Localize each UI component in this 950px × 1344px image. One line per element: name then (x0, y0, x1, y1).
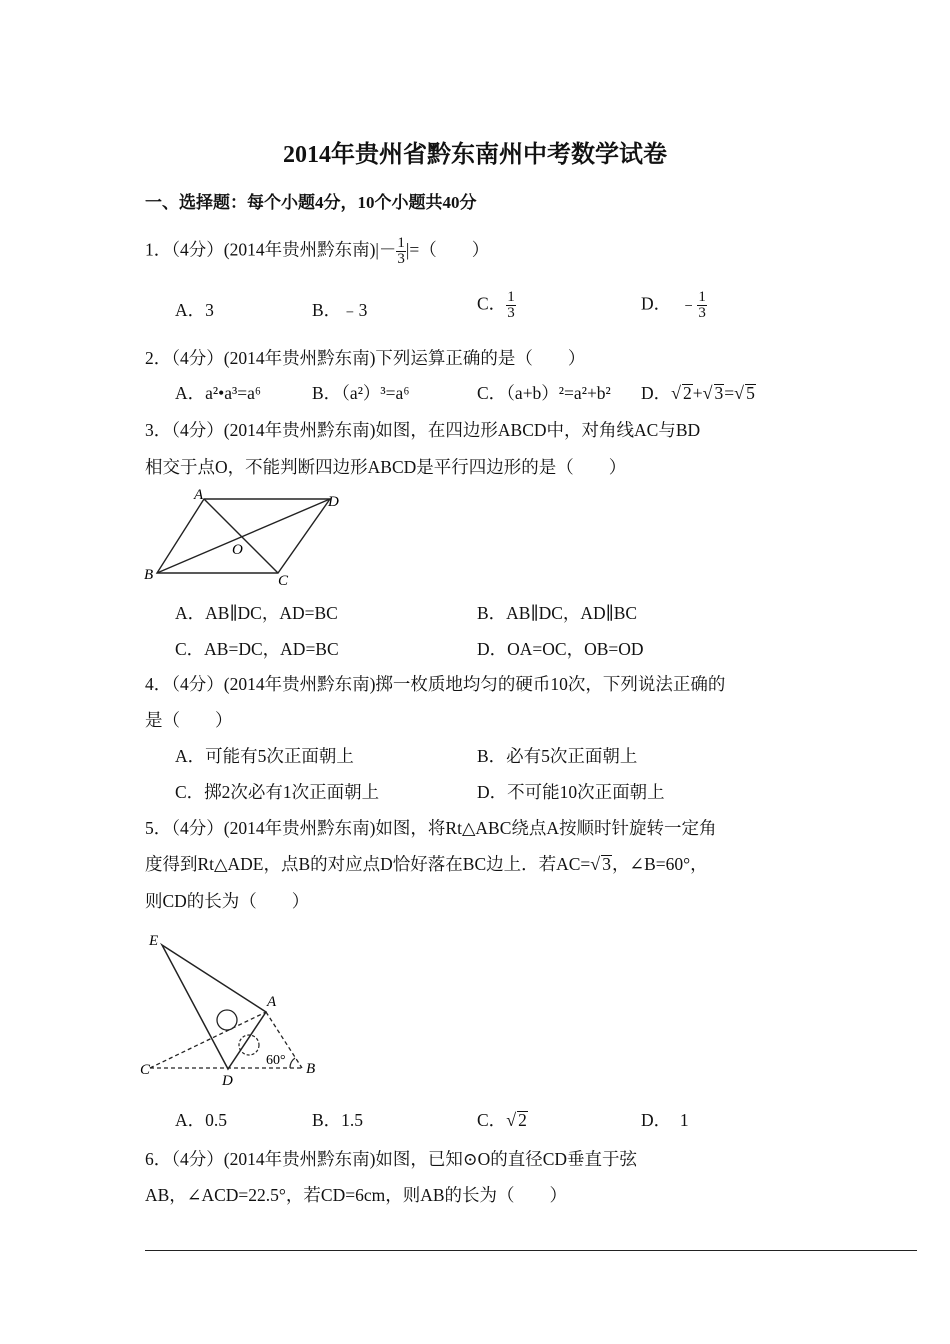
label-c: C (278, 573, 289, 589)
q1-d-num: 1 (698, 289, 706, 305)
label-d: D (328, 494, 339, 510)
q1-d-den: 3 (698, 305, 706, 321)
q4-option-d: D．不可能10次正面朝上 (477, 782, 665, 802)
triangle-ade (162, 945, 266, 1069)
q5-line-3: 则CD的长为（ ） (145, 891, 310, 911)
q2-option-c: C．（a+b）²=a²+b² (477, 383, 611, 403)
q5-option-d: D． 1 (641, 1110, 689, 1130)
label-b: B (306, 1061, 316, 1077)
q5-line-2-post: ，∠B=60°， (611, 854, 708, 874)
q1-stem: 1．（4分）(2014年贵州黔东南) (145, 239, 376, 260)
sqrt-icon: √ (506, 1110, 517, 1130)
sqrt-icon: √ (671, 383, 682, 403)
q6-line-1: 6．（4分）(2014年贵州黔东南)如图，已知⊙O的直径CD垂直于弦 (145, 1149, 638, 1169)
q5-option-a: A．0.5 (175, 1110, 228, 1130)
q2-d-root3: 5 (746, 383, 755, 403)
q5-c-label: C． (477, 1110, 507, 1130)
q1-d-label: D． ﹣ (641, 293, 698, 314)
q2-d-eq: = (724, 383, 735, 403)
q4-option-a: A．可能有5次正面朝上 (175, 746, 354, 766)
q1-d-fraction (697, 290, 707, 321)
q2-d-root2: 3 (714, 383, 724, 403)
q1-c-den: 3 (507, 305, 515, 321)
footer-rule (145, 1250, 917, 1251)
q4-line-2: 是（ ） (145, 710, 233, 730)
q1-c-fraction (506, 290, 516, 321)
q1-c-label: C． (477, 293, 507, 314)
label-o: O (232, 542, 243, 558)
angle-mark-circle (217, 1010, 237, 1030)
sqrt-icon: √ (734, 383, 745, 403)
q1-num: 1 (397, 235, 405, 251)
q3-figure-parallelogram (140, 486, 350, 590)
q4-option-b: B．必有5次正面朝上 (477, 746, 638, 766)
q2-d-label: D． (641, 383, 672, 403)
q2-d-plus: + (692, 383, 703, 403)
q5-root: 3 (602, 854, 611, 874)
q1-option-d (641, 290, 707, 321)
q2-option-a: A．a²•a³=a⁶ (175, 383, 262, 403)
q3-line-2: 相交于点O，不能判断四边形ABCD是平行四边形的是（ ） (145, 457, 627, 477)
q5-line-1: 5．（4分）(2014年贵州黔东南)如图，将Rt△ABC绕点A按顺时针旋转一定角 (145, 818, 717, 838)
q1-option-b: B．﹣3 (312, 300, 368, 320)
q1-option-a: A．3 (175, 300, 214, 320)
page-title: 2014年贵州省黔东南州中考数学试卷 (283, 142, 667, 168)
q3-line-1: 3．（4分）(2014年贵州黔东南)如图，在四边形ABCD中，对角线AC与BD (145, 420, 701, 440)
label-e: E (149, 933, 159, 949)
q3-option-a: A．AB∥DC，AD=BC (175, 603, 338, 623)
q3-option-c: C．AB=DC，AD=BC (175, 639, 339, 659)
label-c: C (140, 1062, 151, 1078)
angle-60-label: 60° (266, 1053, 286, 1068)
segment-ca (150, 1012, 266, 1068)
q5-option-c (477, 1107, 528, 1132)
label-a: A (267, 994, 277, 1010)
q3-option-d: D．OA=OC，OB=OD (477, 639, 644, 659)
q5-option-b: B．1.5 (312, 1110, 364, 1130)
q5-line-2 (145, 851, 708, 876)
q4-line-1: 4．（4分）(2014年贵州黔东南)掷一枚质地均匀的硬币10次，下列说法正确的 (145, 674, 726, 694)
angle-b-arc (290, 1058, 295, 1068)
q1-abs-close: |=（ ） (405, 239, 490, 260)
q6-line-2: AB，∠ACD=22.5°，若CD=6cm，则AB的长为（ ） (145, 1185, 568, 1205)
q1-abs-open: |－ (375, 239, 397, 260)
q3-option-b: B．AB∥DC，AD∥BC (477, 603, 638, 623)
q2-d-root1: 2 (683, 383, 692, 403)
q2-option-b: B．（a²）³=a⁶ (312, 383, 410, 403)
q1-c-num: 1 (507, 289, 515, 305)
section-heading: 一、选择题：每个小题4分，10个小题共40分 (145, 193, 477, 212)
question-1 (145, 236, 489, 267)
q1-option-c (477, 290, 516, 321)
question-2: 2．（4分）(2014年贵州黔东南)下列运算正确的是（ ） (145, 348, 586, 368)
sqrt-icon: √ (590, 854, 601, 874)
q5-line-2-pre: 度得到Rt△ADE，点B的对应点D恰好落在BC边上．若AC= (145, 854, 591, 874)
q4-option-c: C．掷2次必有1次正面朝上 (175, 782, 380, 802)
q5-figure-triangles (140, 928, 330, 1088)
sqrt-icon: √ (702, 383, 713, 403)
diagonal-ac (204, 499, 278, 573)
q2-option-d (641, 380, 756, 405)
label-a: A (194, 487, 204, 503)
q1-den: 3 (397, 251, 405, 267)
q5-c-root: 2 (518, 1110, 527, 1130)
q1-fraction (396, 236, 406, 267)
label-d: D (222, 1073, 233, 1088)
label-b: B (144, 567, 154, 583)
